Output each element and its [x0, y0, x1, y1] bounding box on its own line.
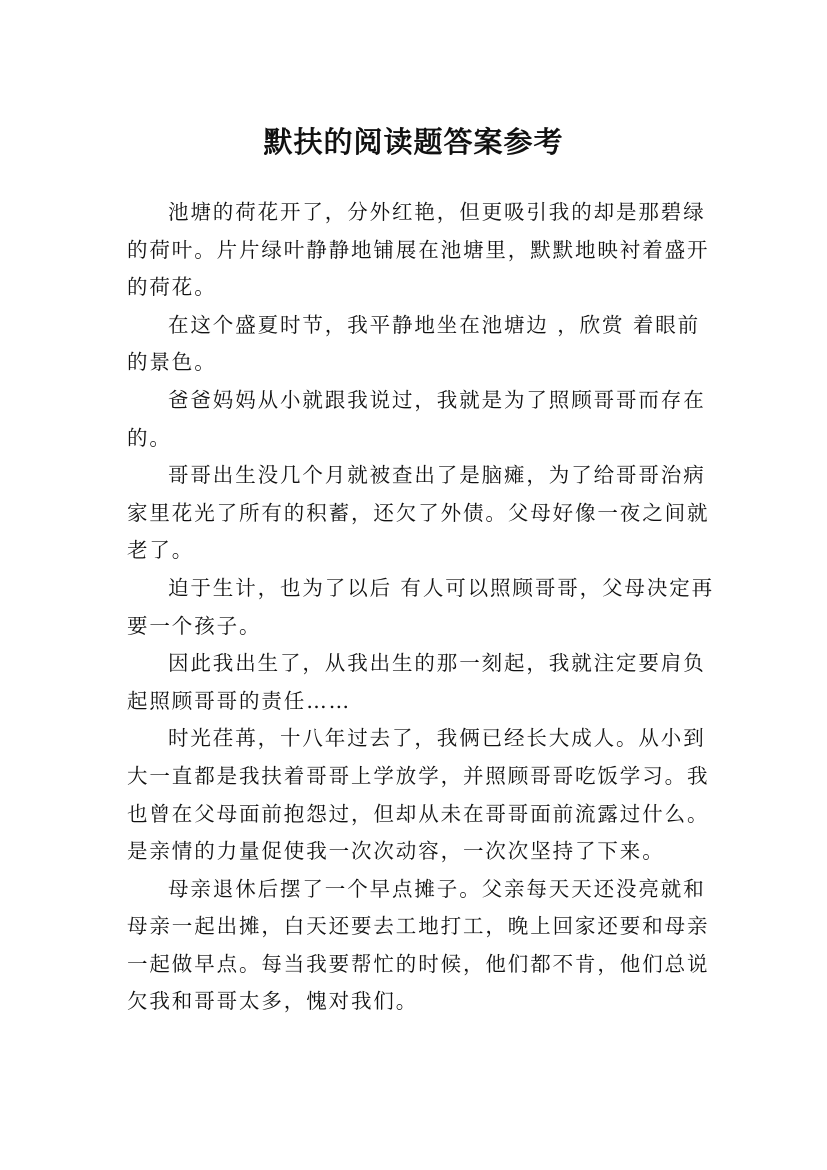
paragraph: 迫于生计，也为了以后 有人可以照顾哥哥，父母决定再要一个孩子。 [127, 575, 715, 638]
document-body [127, 194, 717, 1021]
paragraph: 在这个盛夏时节，我平静地坐在池塘边 ，欣赏 着眼前的景色。 [127, 312, 701, 375]
document-title: 默扶的阅读题答案参考 [263, 125, 564, 160]
paragraph: 池塘的荷花开了，分外红艳，但更吸引我的却是那碧绿的荷叶。片片绿叶静静地铺展在池塘里，默默地映衬着盛开的荷花。 [127, 200, 710, 300]
paragraph: 因此我出生了，从我出生的那一刻起，我就注定要肩负起照顾哥哥的责任…… [127, 651, 706, 713]
paragraph: 哥哥出生没几个月就被查出了是脑瘫，为了给哥哥治病家里花光了所有的积蓄，还欠了外债。父母好像一夜之间就老了。 [127, 463, 710, 563]
paragraph: 母亲退休后摆了一个早点摊子。父亲每天天还没亮就和母亲一起出摊，白天还要去工地打工，晚上回家还要和母亲一起做早点。每当我要帮忙的时候，他们都不肯，他们总说欠我和哥哥太多，愧对我们。 [127, 876, 710, 1014]
paragraph: 爸爸妈妈从小就跟我说过，我就是为了照顾哥哥而存在的。 [127, 387, 706, 450]
paragraph: 时光荏苒，十八年过去了，我俩已经长大成人。从小到大一直都是我扶着哥哥上学放学，并照顾哥哥吃饭学习。我也曾在父母面前抱怨过，但却从未在哥哥面前流露过什么。是亲情的力量促使我一次次动容，一次次坚持了下来。 [127, 726, 710, 864]
